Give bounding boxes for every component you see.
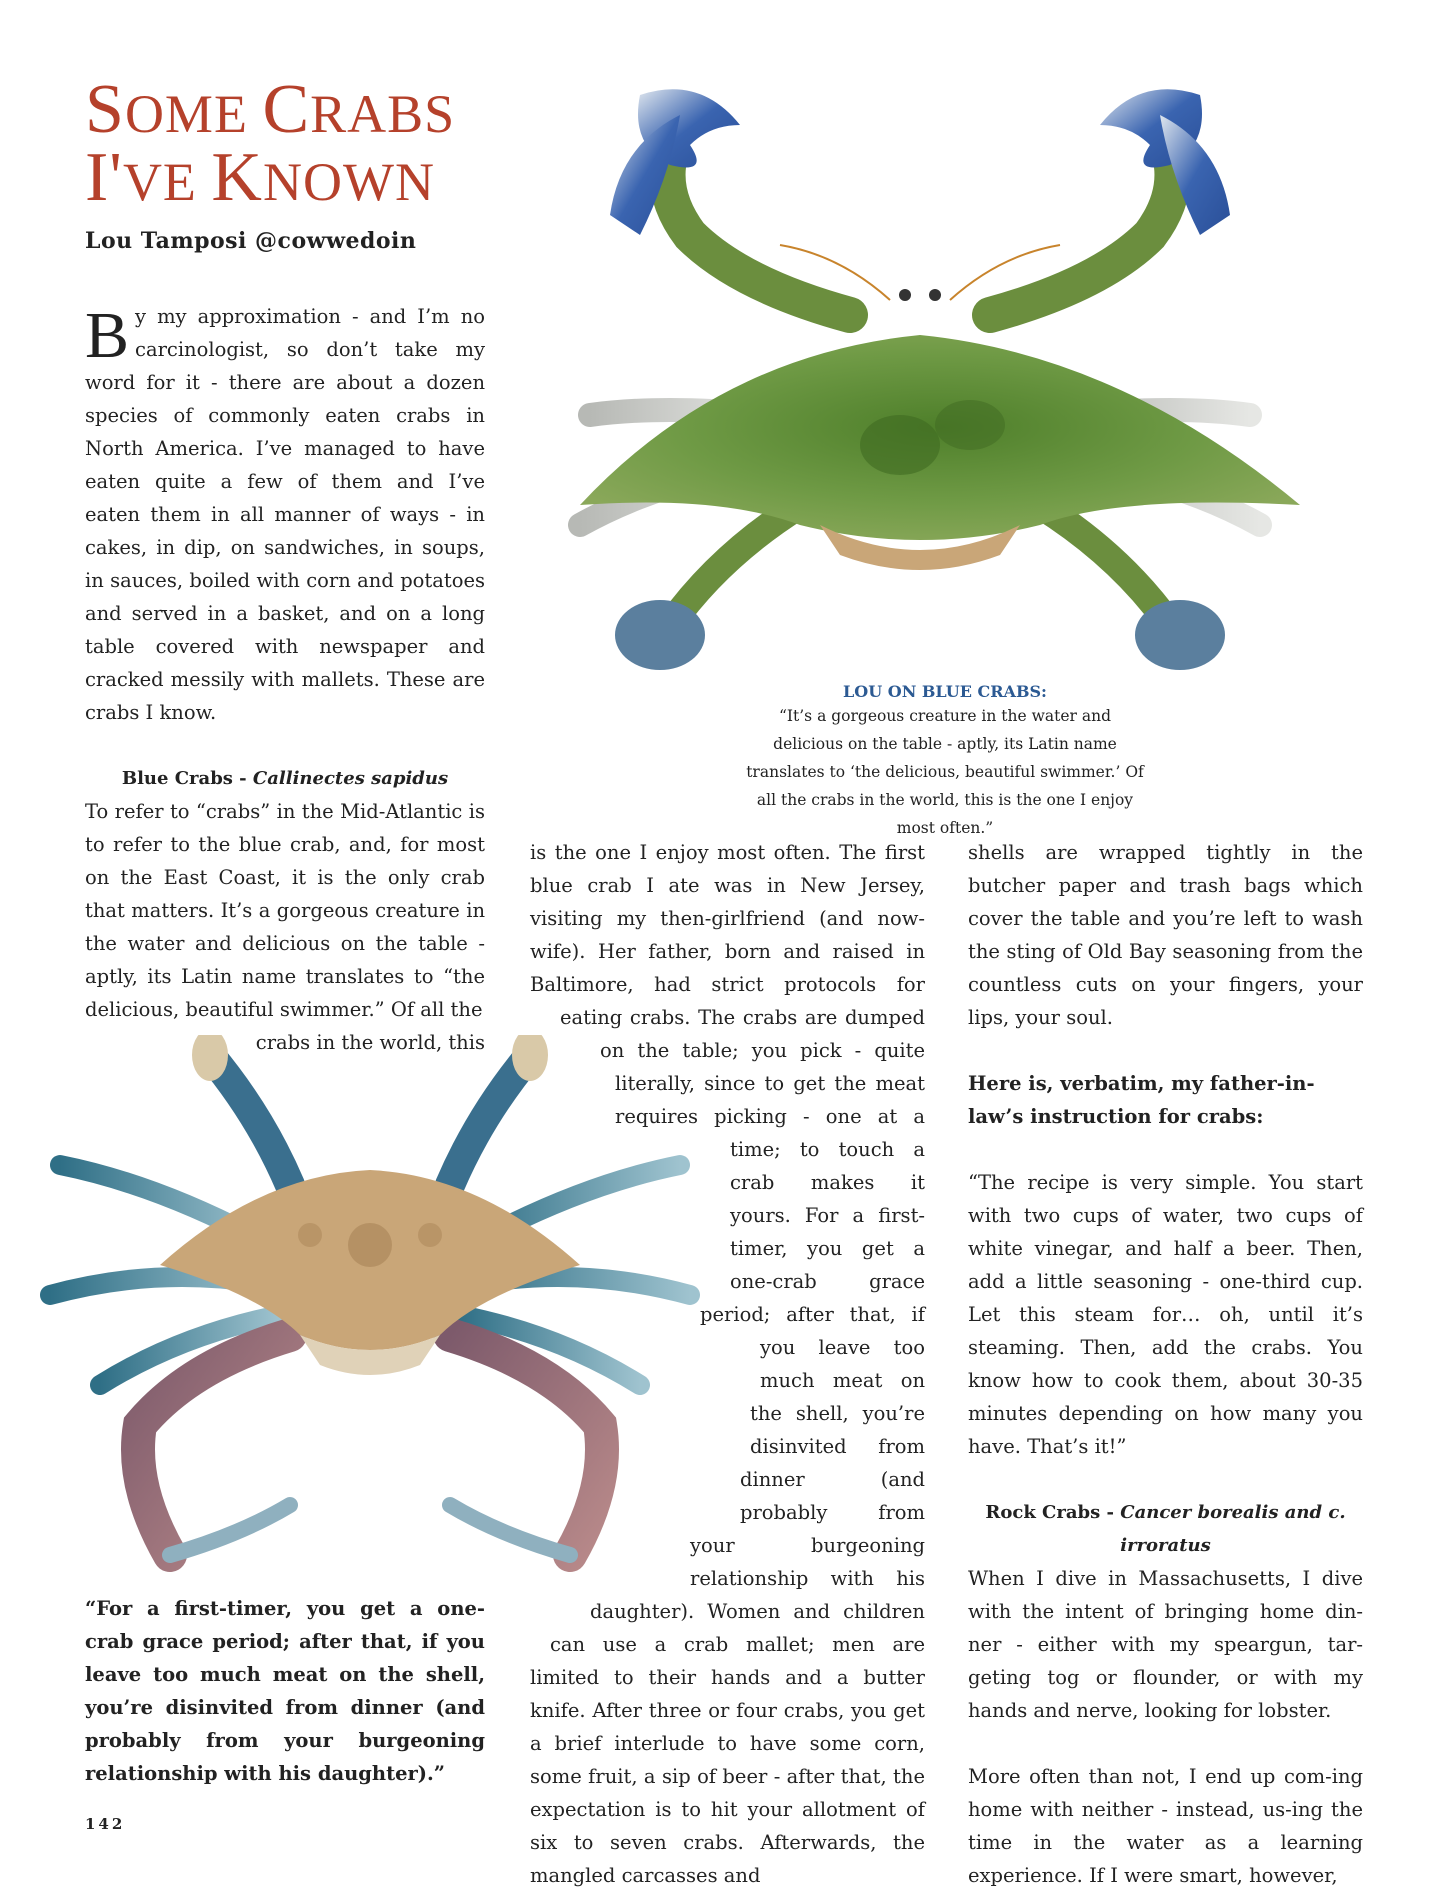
recipe-quote: “The recipe is very simple. You start with two cups of water, two cups of white vinegar, and half a beer. Then, add a little seasoning - one-third cup. Let this steam for… oh, until it’s steaming. Then, add the crabs. You know how to cook them, about 30-35 minutes depending on how many you have. That’s it!” [968, 1171, 1363, 1458]
page-number: 142 [85, 1815, 126, 1833]
blue-crabs-paragraph: To refer to “crabs” in the Mid-Atlantic is to refer to the blue crab, and, for most on the East Coast, it is the only crab that matters. It’s a gorgeous creature in the water and delicious on the table - aptly, its Latin name translates to “the delicious, beautiful swimmer.” Of all the [85, 800, 485, 1021]
blue-crabs-continued: is the one I enjoy most often. The first blue crab I ate was in New Jersey, visiting my then-girlfriend (and now-wife). Her father, born and raised in Baltimore, had strict protocols for eating crabs. The crabs are dumped on the table; you pick - quite literally, since to get the meat requires picking - one at a time; to touch a crab makes it yours. For a first-timer, you get a one-crab grace period; after that, if you leave too much meat on the shell, you’re disinvited from dinner (and probably from your burgeoning relationship with his daughter). Women and children can use a crab mallet; men are limited to their hands and a butter knife. After three or four crabs, you get a brief interlude to have some corn, some fruit, a sip of beer - after that, the expectation is to hit your allotment of six to seven crabs. Afterwards, the mangled carcasses and [530, 841, 925, 1887]
blue-crab-illustration [520, 85, 1320, 685]
blue-crabs-ending: shells are wrapped tightly in the butcher paper and trash bags which cover the table and you’re left to wash the sting of Old Bay seasoning from the countless cuts on your fingers, your lips, your soul. [968, 841, 1363, 1029]
column-3 [968, 836, 1363, 1892]
column-1 [85, 300, 485, 1059]
instruction-heading: Here is, verbatim, my father-in-law’s instruction for crabs: [968, 1072, 1315, 1128]
blue-crabs-heading: Blue Crabs - Callinectes sapidus [121, 768, 449, 789]
article-title: SOME CRABS I'VE KNOWN [85, 71, 456, 216]
caption-title: LOU ON BLUE CRABS: [843, 682, 1047, 701]
rock-crabs-paragraph-2: More often than not, I end up com-ing home with neither - instead, us-ing the time in the water as a learning experience. If I were smart, however, [968, 1765, 1363, 1887]
rock-crabs-heading: Rock Crabs - Cancer borealis and c. irroratus [985, 1502, 1346, 1556]
blue-crabs-paragraph-end: crabs in the world, this [255, 1031, 485, 1054]
rock-crabs-paragraph-1: When I dive in Massachusetts, I dive with the intent of bringing home din-ner - either with my speargun, tar-geting tog or flounder, or with my hands and nerve, looking for lobster. [968, 1567, 1363, 1722]
image-caption [745, 682, 1145, 842]
drop-cap: B [85, 299, 130, 372]
intro-paragraph: By my approximation - and I’m no carcinologist, so don’t take my word for it - there are about a dozen species of commonly eaten crabs in North America. I’ve managed to have eaten quite a few of them and I’ve eaten them in all manner of ways - in cakes, in dip, on sandwiches, in soups, in sauces, boiled with corn and potatoes and served in a basket, and on a long table covered with newspaper and cracked messily with mallets. These are crabs I know. [85, 299, 485, 724]
byline: Lou Tamposi @cowwedoin [85, 228, 417, 254]
column-2 [530, 836, 925, 1887]
caption-text: “It’s a gorgeous creature in the water and delicious on the table - aptly, its Latin name translates to ‘the delicious, beautiful swimmer.’ Of all the crabs in the world, this is the one I enjoy most often.” [746, 707, 1144, 837]
pull-quote: “For a first-timer, you get a one-crab grace period; after that, if you leave too much meat on the shell, you’re disinvited from dinner (and probably from your burgeoning relationship with his daughter).” [85, 1597, 485, 1785]
